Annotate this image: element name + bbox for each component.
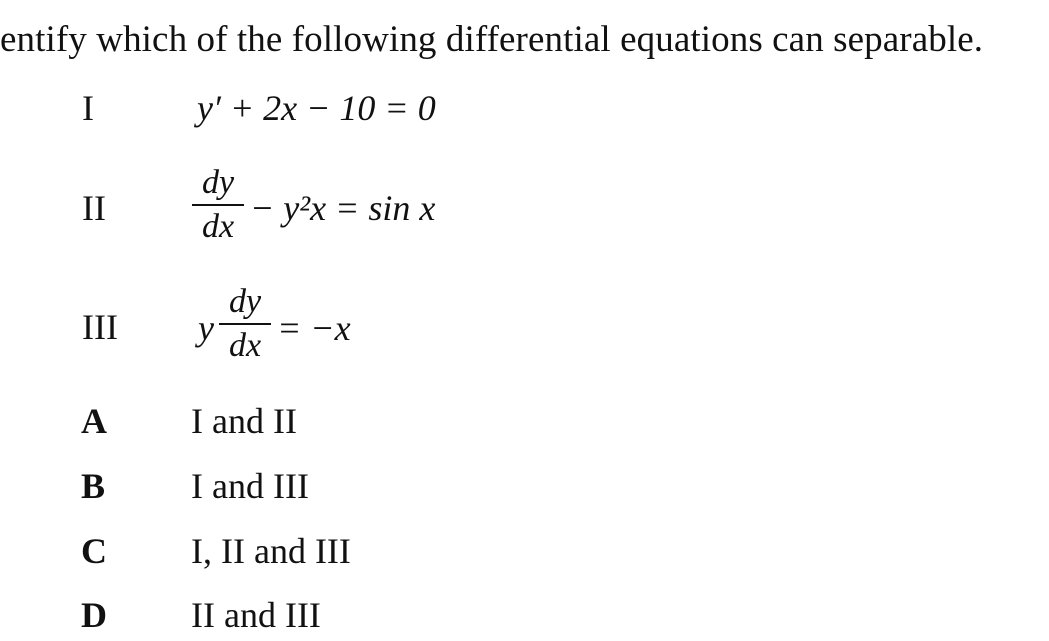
statement-label: I — [82, 88, 94, 128]
equation-ii-rest: − y²x = sin x — [250, 188, 436, 228]
equation-i: y′ + 2x − 10 = 0 — [197, 88, 436, 128]
fraction-bar — [219, 323, 271, 325]
option-label: D — [81, 595, 107, 635]
option-text: I and III — [191, 466, 309, 506]
fraction-numerator: dy — [201, 164, 235, 201]
question-text: entify which of the following differential equations can separable. — [0, 19, 984, 60]
statement-label: II — [82, 188, 106, 228]
option-text: I and II — [191, 401, 297, 441]
statement-label: III — [82, 307, 118, 347]
fraction-denominator: dx — [228, 327, 262, 364]
fraction-dy-dx — [217, 285, 273, 363]
option-text: II and III — [191, 595, 321, 635]
equation-iii-pre: y — [198, 308, 214, 348]
option-text: I, II and III — [191, 531, 351, 571]
fraction-numerator: dy — [228, 283, 262, 320]
equation-iii-rest: = −x — [277, 308, 351, 348]
option-label: A — [81, 401, 107, 441]
fraction-bar — [192, 204, 244, 206]
fraction-dy-dx — [190, 166, 246, 244]
fraction-denominator: dx — [201, 208, 235, 245]
option-label: C — [81, 531, 107, 571]
option-label: B — [81, 466, 106, 506]
